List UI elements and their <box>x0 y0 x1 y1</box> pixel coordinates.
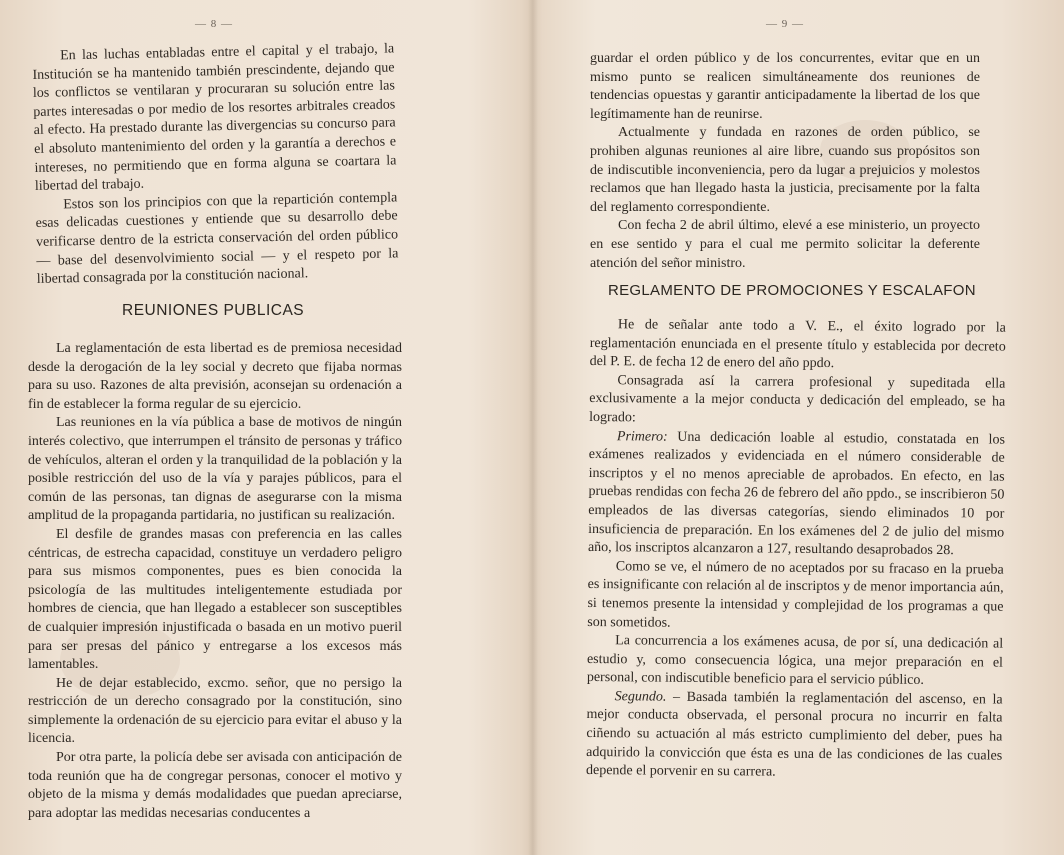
primero-text: Una dedicación loable al estudio, constatada en los exámenes realizados y evidenciada en el número considerable de inscriptos y el no menos apreciable de aprobados. En efecto, en las pruebas rendidas con fecha 26 de febrero del año ppdo., se inscribieron 50 empleados de las diversas categorías, siendo eliminados 10 por insuficiencia de preparación. En los exámenes del 2 de julio del mismo año, los inscriptos alcanzaron a 127, resultando desaprobados 28. <box>587 429 1006 559</box>
left-text-block-2 <box>28 340 402 823</box>
paragraph: Por otra parte, la policía debe ser avisada con anticipación de toda reunión que ha de congregar personas, conocer el motivo y objeto de la misma y demás modalidades que puedan apreciarse, para adoptar las medidas necesarias conducentes a <box>28 750 402 821</box>
paragraph: He de señalar ante todo a V. E., el éxito logrado por la reglamentación enunciada en el presente título y establecida por decreto del P. E. de fecha 12 de enero del año ppdo. <box>589 317 1006 372</box>
paragraph: Con fecha 2 de abril último, elevé a ese ministerio, un proyecto en ese sentido y para el cual me permito solicitar la deferente atención del señor ministro. <box>590 218 980 271</box>
segundo-label: Segundo. <box>614 689 667 705</box>
paragraph: Estos son los principios con que la repartición contempla esas delicadas cuestiones y entiende que su desarrollo debe verificarse dentro de la estricta conservación del orden público — base del desenvolvimiento social — y el respeto por la libertad consagrada por la constitución nacional. <box>35 190 399 288</box>
paragraph: En las luchas entabladas entre el capital y el trabajo, la Institución se ha mantenido también prescindente, dejando que los conflictos se ventilaran y procuraran su solución entre las partes interesadas o por medio de los resortes arbitrales creados al efecto. Ha prestado durante las divergencias su concurso para el absoluto mantenimiento del orden y la garantía a derechos e intereses, no permitiendo que en forma alguna se coartara la libertad del trabajo. <box>32 41 397 195</box>
primero-label: Primero: <box>616 428 668 445</box>
page-number: — 9 — <box>766 18 804 30</box>
right-text-block-2 <box>586 316 1006 784</box>
segundo-text: – Basada también la reglamentación del ascenso, en la mejor conducta observada, el personal procura no incurrir en falta ciñendo su actuación al más estricto cumplimiento del deber, pues ha adquirido la convicción que ésta es una de las condiciones de las cuales depende el porvenir en su carrera. <box>585 689 1003 780</box>
paragraph: guardar el orden público y de los concurrentes, evitar que en un mismo punto se realicen simultáneamente dos reuniones de tendencias opuestas y garantir anticipadamente la libertad de los que legítimamente han de reunirse. <box>590 51 980 122</box>
right-text-block-1 <box>590 50 980 273</box>
paragraph: La reglamentación de esta libertad es de premiosa necesidad desde la derogación de la ley social y decreto que fijaba normas para su uso. Razones de alta previsión, aconsejan su ordenación a fin de establecer la forma regular de su ejercicio. <box>28 341 402 412</box>
paragraph: El desfile de grandes masas con preferencia en las calles céntricas, de estrecha capacidad, constituye un verdadero peligro para sus mismos componentes, pues es bien conocida la psicología de las multitudes inteligentemente estudiada por hombres de ciencia, que han llegado a establecer son susceptibles de cualquier impresión injustificada o basada en un motivo pueril para ser presas del pánico y entregarse a los excesos más lamentables. <box>28 526 402 673</box>
paragraph <box>586 688 1003 785</box>
page-number: — 8 — <box>195 18 233 30</box>
left-page <box>0 0 528 855</box>
paragraph: La concurrencia a los exámenes acusa, de por sí, una dedicación al estudio y, como consecuencia lógica, una mejor preparación en el personal, con indiscutible beneficio para el servicio público. <box>586 633 1004 689</box>
right-page <box>538 0 1064 855</box>
paragraph: Actualmente y fundada en razones de orden público, se prohiben algunas reuniones al aire libre, cuando sus propósitos son de indiscutible inconveniencia, pero da lugar a prejuicios y molestos reclamos que han llegado hasta la justicia, precisamente por la falta del reglamento correspondiente. <box>590 125 980 215</box>
paragraph: Consagrada así la carrera profesional y supeditada ella exclusivamente a la mejor conducta y dedicación del empleado, se ha logrado: <box>589 373 1006 426</box>
left-text-block-1 <box>32 40 399 289</box>
section-heading: REUNIONES PUBLICAS <box>122 302 305 319</box>
paragraph <box>588 428 1005 562</box>
paragraph: He de dejar establecido, excmo. señor, que no persigo la restricción de un derecho consagrado por la constitución, sino simplemente la ordenación de su ejercicio para evitar el abuso y la licencia. <box>28 675 402 747</box>
book-gutter <box>528 0 538 855</box>
paragraph: Como se ve, el número de no aceptados por su fracaso en la prueba es insignificante con relación al de inscriptos y de menor importancia aún, si tenemos presente la intensidad y complejidad de los programas a que son sometidos. <box>587 558 1004 631</box>
paragraph: Las reuniones en la vía pública a base de motivos de ningún interés colectivo, que interrumpen el tránsito de personas y tráfico de vehículos, alteran el orden y la tranquilidad de la población y la posible restricción del uso de la vía y parajes públicos, para el común de las personas, tan dignas de asegurarse con la misma amplitud de la propaganda partidaria, no justifican su realización. <box>28 415 402 524</box>
section-heading: REGLAMENTO DE PROMOCIONES Y ESCALAFON <box>608 282 976 299</box>
